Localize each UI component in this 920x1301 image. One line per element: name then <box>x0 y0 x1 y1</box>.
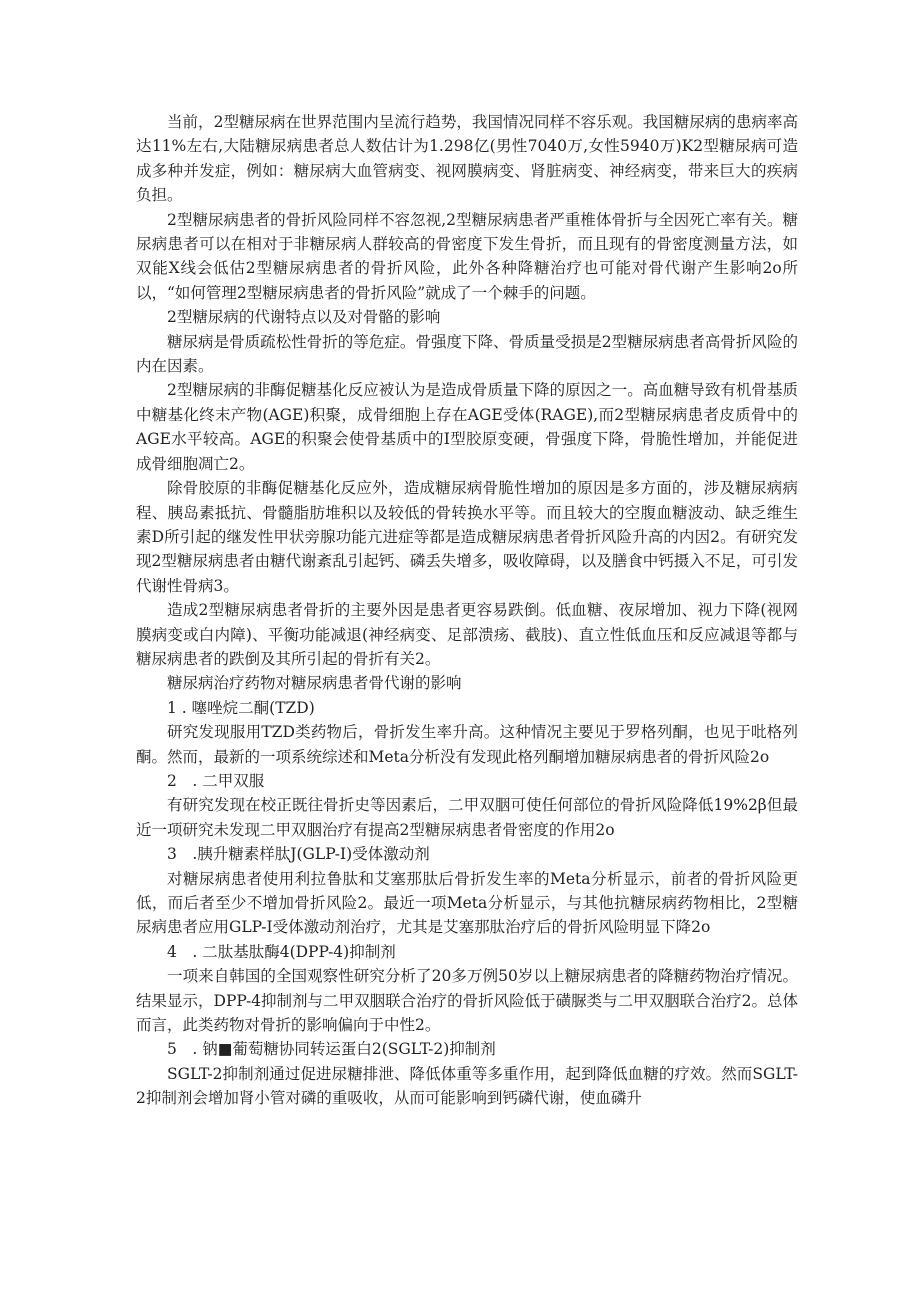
paragraph: 当前，2型糖尿病在世界范围内呈流行趋势，我国情况同样不容乐观。我国糖尿病的患病率高达11%左右,大陆糖尿病患者总人数估计为1.298亿(男性7040万,女性5940万)K2型糖尿病可造成多种并发症，例如：糖尿病大血管病变、视网膜病变、肾脏病变、神经病变，带来巨大的疾病负担。 <box>136 113 798 205</box>
paragraph: 糖尿病是骨质疏松性骨折的等危症。骨强度下降、骨质量受损是2型糖尿病患者高骨折风险的内在因素。 <box>136 332 798 376</box>
paragraph: 研究发现服用TZD类药物后，骨折发生率升高。这种情况主要见于罗格列酮，也见于吡格列酮。然而，最新的一项系统综述和Meta分析没有发现此格列酮增加糖尿病患者的骨折风险2o <box>136 723 798 766</box>
section-heading: 2型糖尿病的代谢特点以及对骨骼的影响 <box>167 308 441 327</box>
subsection-heading: 1 . 噻唑烷二酮(TZD) <box>167 698 315 717</box>
paragraph: 有研究发现在校正既往骨折史等因素后，二甲双胭可使任何部位的骨折风险降低19%2β但最近一项研究未发现二甲双胭治疗有提高2型糖尿病患者骨密度的作用2o <box>136 796 798 839</box>
subsection-heading: 4 . 二肽基肽酶4(DPP-4)抑制剂 <box>167 942 396 961</box>
section-heading: 糖尿病治疗药物对糖尿病患者骨代谢的影响 <box>167 674 462 693</box>
paragraph: 造成2型糖尿病患者骨折的主要外因是患者更容易跌倒。低血糖、夜尿增加、视力下降(视网膜病变或白内障)、平衡功能减退(神经病变、足部溃疡、截肢)、直立性低血压和反应减退等都与糖尿病患者的跌倒及其所引起的骨折有关2。 <box>136 601 798 668</box>
paragraph: 一项来自韩国的全国观察性研究分析了20多万例50岁以上糖尿病患者的降糖药物治疗情况。结果显示，DPP-4抑制剂与二甲双胭联合治疗的骨折风险低于磺脲类与二甲双胭联合治疗2。总体而言，此类药物对骨折的影响偏向于中性2。 <box>136 967 798 1035</box>
paragraph: 对糖尿病患者使用利拉鲁肽和艾塞那肽后骨折发生率的Meta分析显示，前者的骨折风险更低，而后者至少不增加骨折风险2。最近一项Meta分析显示，与其他抗糖尿病药物相比，2型糖尿病患者应用GLP-I受体激动剂治疗，尤其是艾塞那肽治疗后的骨折风险明显下降2o <box>136 869 798 937</box>
paragraph: SGLT-2抑制剂通过促进尿糖排泄、降低体重等多重作用，起到降低血糖的疗效。然而SGLT-2抑制剂会增加肾小管对磷的重吸收，从而可能影响到钙磷代谢，使血磷升 <box>136 1064 798 1108</box>
subsection-heading: 2 . 二甲双服 <box>167 771 265 790</box>
paragraph: 除骨胶原的非酶促糖基化反应外，造成糖尿病骨脆性增加的原因是多方面的，涉及糖尿病病程、胰岛素抵抗、骨髓脂肪堆积以及较低的骨转换水平等。而且较大的空腹血糖波动、缺乏维生素D所引起的继发性甲状旁腺功能亢进症等都是造成糖尿病患者骨折风险升高的内因2。有研究发现2型糖尿病患者由糖代谢紊乱引起钙、磷丢失增多，吸收障碍，以及膳食中钙摄入不足，可引发代谢性骨病3。 <box>136 479 798 595</box>
subsection-heading: 5 . 钠■葡萄糖协同转运蛋白2(SGLT-2)抑制剂 <box>167 1040 496 1059</box>
paragraph: 2型糖尿病的非酶促糖基化反应被认为是造成骨质量下降的原因之一。高血糖导致有机骨基质中糖基化终末产物(AGE)积聚，成骨细胞上存在AGE受体(RAGE),而2型糖尿病患者皮质骨中的AGE水平较高。AGE的积聚会使骨基质中的I型胶原变硬，骨强度下降，骨脆性增加，并能促进成骨细胞凋亡2。 <box>136 381 798 473</box>
subsection-heading: 3 .胰升糖素样肽J(GLP-I)受体激动剂 <box>167 845 430 864</box>
document-body <box>136 110 798 1111</box>
paragraph: 2型糖尿病患者的骨折风险同样不容忽视,2型糖尿病患者严重椎体骨折与全因死亡率有关。糖尿病患者可以在相对于非糖尿病人群较高的骨密度下发生骨折，而且现有的骨密度测量方法，如双能X线会低估2型糖尿病患者的骨折风险，此外各种降糖治疗也可能对骨代谢产生影响2o所以，“如何管理2型糖尿病患者的骨折风险”就成了一个棘手的问题。 <box>136 210 798 302</box>
